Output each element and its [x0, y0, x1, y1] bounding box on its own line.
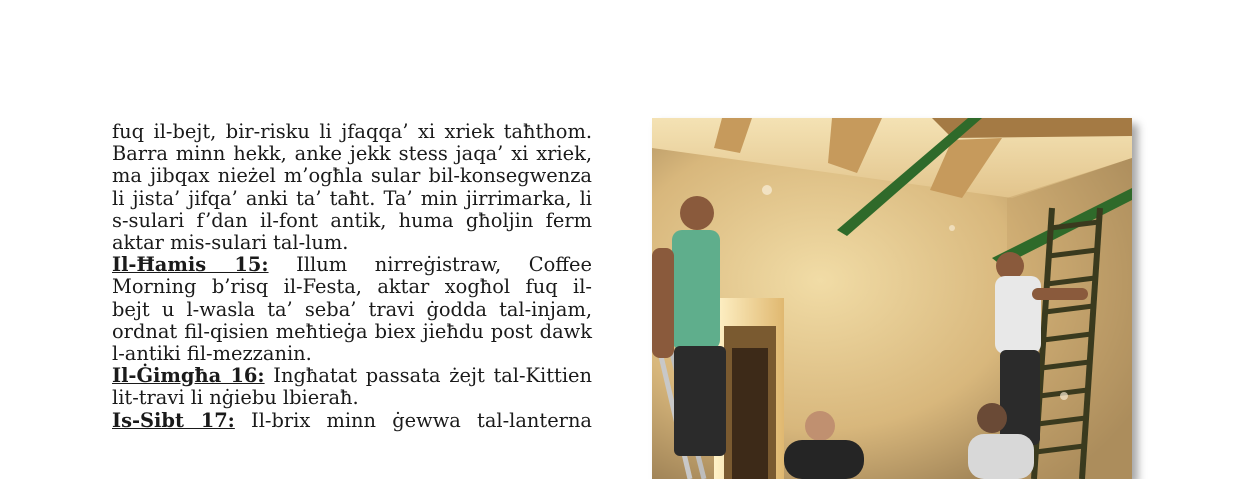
- article-line: [112, 254, 592, 276]
- photo-worker-2-arm: [1032, 288, 1088, 300]
- photo-worker-1-head: [680, 196, 714, 230]
- photo-worker-2-head: [996, 252, 1024, 280]
- article-line-text: ma jibqax nieżel m’ogħla sular bil-konsegwenza: [112, 164, 592, 188]
- article-line: [112, 365, 592, 387]
- article-line: [112, 299, 592, 321]
- article-line-text: Barra minn hekk, anke jekk stess jaqa’ xi xriek,: [112, 142, 592, 166]
- article-line: [112, 210, 592, 232]
- photo-worker-3-head: [805, 411, 835, 441]
- article-line-text: l-antiki fil-mezzanin.: [112, 342, 312, 366]
- photo-worker-1-arm: [652, 248, 674, 358]
- article-line: [112, 387, 592, 409]
- photo-speck-1: [762, 185, 772, 195]
- article-line-text: Illum nirreġistraw, Coffee: [268, 253, 592, 277]
- day-label: Il-Ġimgħa 16:: [112, 364, 265, 388]
- photo-worker-3-body: [784, 440, 864, 479]
- article-line-text: fuq il-bejt, bir-risku li jfaqqa’ xi xriek taħthom.: [112, 120, 592, 143]
- article-line: [112, 232, 592, 254]
- article-line: [112, 276, 592, 298]
- article-line-text: Morning b’risq il-Festa, aktar xogħol fuq il-: [112, 275, 592, 299]
- article-photo: [652, 118, 1132, 479]
- day-label: Il-Ħamis 15:: [112, 253, 269, 277]
- article-line-text: ordnat fil-qisien meħtieġa biex jieħdu post dawk: [112, 319, 592, 343]
- article-line-text: li jista’ jifqa’ anki ta’ taħt. Ta’ min jirrimarka, li: [112, 186, 592, 210]
- photo-worker-2-legs: [1000, 350, 1040, 445]
- photo-worker-4-head: [977, 403, 1007, 433]
- article-line: [112, 165, 592, 187]
- article-line: [112, 188, 592, 210]
- photo-speck-2: [949, 225, 955, 231]
- article-line: [112, 143, 592, 165]
- article-line-text: lit-travi li nġiebu lbieraħ.: [112, 386, 359, 410]
- photo-worker-1-legs: [674, 346, 726, 456]
- photo-doorway-shelf: [732, 348, 768, 479]
- article-line-text: aktar mis-sulari tal-lum.: [112, 231, 349, 255]
- article-line: [112, 410, 592, 432]
- article-line: [112, 343, 592, 365]
- article-line: [112, 121, 592, 143]
- photo-worker-4-body: [968, 434, 1034, 479]
- article-text-column: [112, 121, 592, 432]
- photo-worker-2-torso: [995, 276, 1041, 354]
- photo-worker-1-torso: [672, 230, 720, 350]
- article-line-text: Ingħatat passata żejt tal-Kittien: [264, 364, 592, 388]
- article-line: [112, 321, 592, 343]
- photo-speck-3: [1060, 392, 1068, 400]
- workers-on-ladders-photo: [652, 118, 1132, 479]
- article-line-text: bejt u l-wasla ta’ seba’ travi ġodda tal-injam,: [112, 297, 592, 321]
- article-line-text: s-sulari f’dan il-font antik, huma għoljin ferm: [112, 208, 592, 232]
- day-label: Is-Sibt 17:: [112, 408, 235, 432]
- article-line-text: Il-brix minn ġewwa tal-lanterna: [234, 408, 592, 432]
